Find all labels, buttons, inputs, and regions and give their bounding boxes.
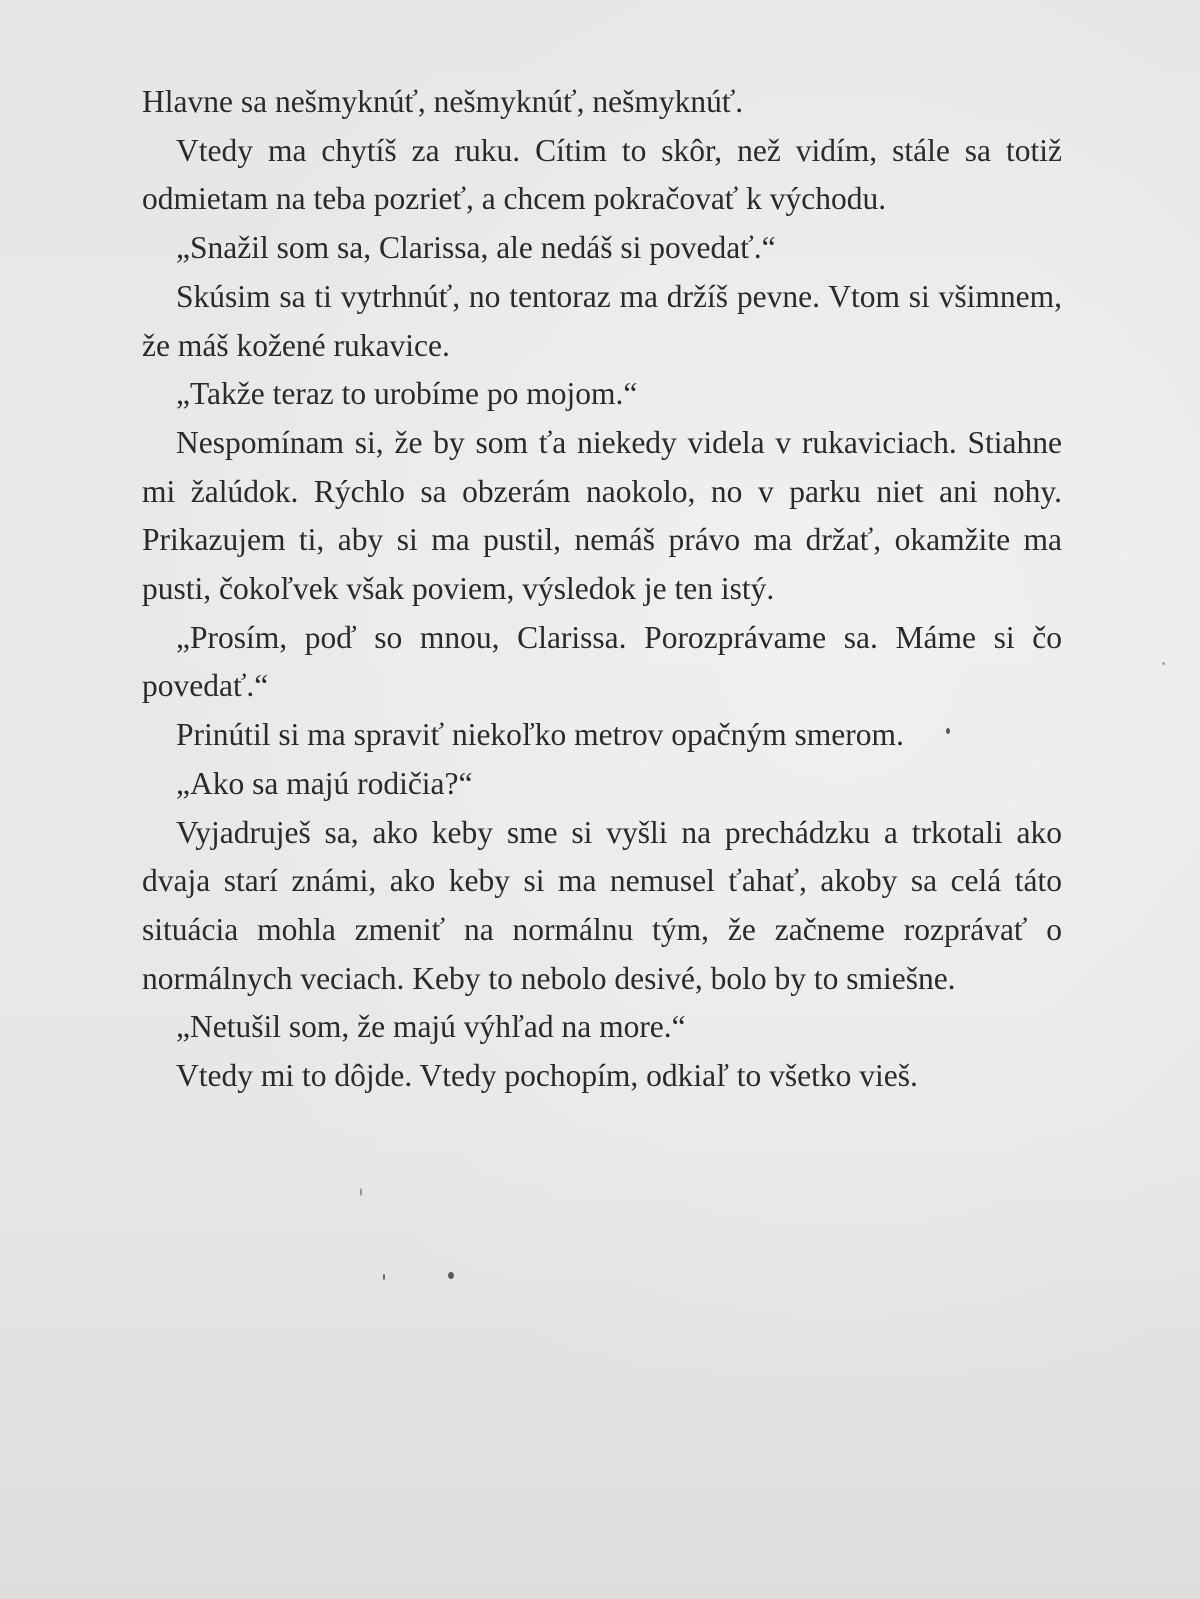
body-text <box>142 78 1062 1101</box>
paragraph-1: Hlavne sa nešmyknúť, nešmyknúť, nešmyknúť. <box>142 84 744 119</box>
paragraph-2: Vtedy ma chytíš za ruku. Cítim to skôr, než vidím, stále sa totiž odmietam na teba pozrieť, a chcem pokračovať k východu. <box>142 132 1062 217</box>
paper-speck <box>946 728 950 734</box>
paragraph-8: Prinútil si ma spraviť niekoľko metrov opačným smerom. <box>176 717 904 753</box>
paper-speck <box>1162 662 1165 665</box>
paragraph-7: „Prosím, poď so mnou, Clarissa. Porozprávame sa. Máme si čo povedať.“ <box>142 619 1062 704</box>
paper-speck <box>360 1188 362 1196</box>
paragraph-6: Nespomínam si, že by som ťa niekedy videla v rukaviciach. Stiahne mi žalúdok. Rýchlo sa obzerám naokolo, no v parku niet ani nohy. Prikazujem ti, aby si ma pustil, nemáš právo ma držať, okamžite ma pusti, čokoľvek však poviem, výsledok je ten istý. <box>142 424 1062 607</box>
paragraph-9: „Ako sa majú rodičia?“ <box>176 765 473 801</box>
paragraph-10: Vyjadruješ sa, ako keby sme si vyšli na prechádzku a trkotali ako dvaja starí známi, ako keby si ma nemusel ťahať, akoby sa celá táto situácia mohla zmeniť na normálnu tým, že začneme rozprávať o normálnych veciach. Keby to nebolo desivé, bolo by to smiešne. <box>142 814 1062 996</box>
paragraph-4: Skúsim sa ti vytrhnúť, no tentoraz ma držíš pevne. Vtom si všimnem, že máš kožené rukavice. <box>142 278 1062 363</box>
paragraph-11: „Netušil som, že majú výhľad na more.“ <box>176 1009 686 1045</box>
paragraph-5: „Takže teraz to urobíme po mojom.“ <box>176 376 638 412</box>
paragraph-3: „Snažil som sa, Clarissa, ale nedáš si povedať.“ <box>176 230 776 266</box>
paper-speck <box>448 1272 454 1279</box>
paper-speck <box>383 1274 385 1280</box>
paragraph-12: Vtedy mi to dôjde. Vtedy pochopím, odkiaľ to všetko vieš. <box>176 1058 918 1094</box>
